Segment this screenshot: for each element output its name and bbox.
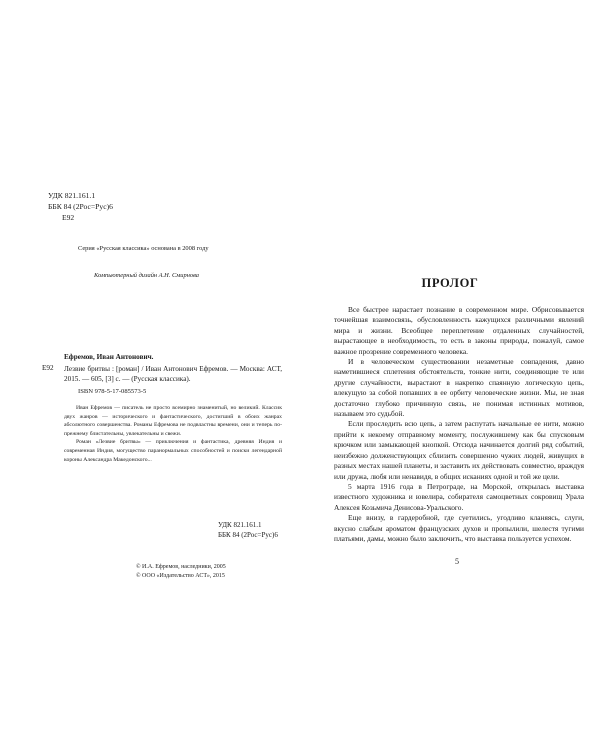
udk-code: УДК 821.161.1 <box>218 521 262 529</box>
bbk-code: ББК 84 (2Рос=Рус)6 <box>218 531 278 539</box>
annotation <box>64 404 282 464</box>
udk-top-block <box>48 190 113 223</box>
annotation-paragraph: Иван Ефремов — писатель не просто всемирно знаменитый, но великий. Классик двух жанров — исторического и фантастического, достигший в обоих жанрах абсолютного совершенства. Романы Ефремова не подвластны времени, они и теперь по-прежнему блистательны, увлекательны и свежи. <box>64 405 282 437</box>
paragraph: Еще внизу, в гардеробной, где суетились, угодливо кланяясь, слуги, вкусно слабым ароматом французских духов и пропылили, шелестя тугими платьями, дамы, можно было заключить, что выставка пользуется успехом. <box>334 513 584 543</box>
copyright-line: © И.А. Ефремов, наследники, 2005 <box>136 564 226 570</box>
annotation-paragraph: Роман «Лезвие бритвы» — приключения и фантастика, древняя Индия и современная Индия, могущество паранормальных способностей и поиски легендарной короны Александра Македонского... <box>64 439 282 463</box>
catalog-author: Ефремов, Иван Антонович. <box>64 353 154 361</box>
author-mark: Е92 <box>62 213 75 222</box>
copyright-line: © ООО «Издательство АСТ», 2015 <box>136 573 225 579</box>
paragraph: Все быстрее нарастает познание в современном мире. Обрисовывается точнейшая взаимосвязь, обусловленность кажущихся различными явлений мира и жизни. Всеобщее переплетение отдаленных случайностей, вырастающее в необходимость, то есть в законы природы, пожалуй, самое важное прозрение современного человека. <box>334 305 584 356</box>
paragraph: Если проследить всю цепь, а затем распутать начальные ее нити, можно прийти к некоему отправному моменту, послужившему как бы спусковым крючком или замыкающей кнопкой. Отсюда начинается долгий ряд событий, неизбежно долженствующих сблизить совершенно чужих людей, живущих в разных местах нашей планеты, и заставить их действовать совместно, враждуя или дружа, любя или ненавидя, в общих исканиях одной и той же цели. <box>334 419 584 481</box>
chapter-text <box>334 305 584 544</box>
right-page <box>300 0 600 750</box>
catalog-description: Лезвие бритвы : [роман] / Иван Антонович Ефремов. — Москва: АСТ, 2015. — 605, [3] с. — (Русская классика). <box>64 365 282 383</box>
isbn: ISBN 978-5-17-085573-5 <box>78 388 147 395</box>
paragraph: И в человеческом существовании незаметные совпадения, давно наметившиеся сплетения обстоятельств, тонкие нити, соединяющие те или другие случайности, вырастают в накрепко спаянную логическую цепь, влекущую за собой попавших в ее орбиту человеческие жизни. Мы, не зная достаточно глубоко причинную связь, не понимая истинных мотивов, называем это судьбой. <box>334 357 584 419</box>
series-note: Серия «Русская классика» основана в 2008 году <box>78 245 209 252</box>
bbk-code: ББК 84 (2Рос=Рус)6 <box>48 202 113 211</box>
udk-bottom-block <box>218 520 278 540</box>
paragraph: 5 марта 1916 года в Петрограде, на Морской, открылась выставка известного художника и ювелира, собирателя самоцветных сокровищ Урала Алексея Козьмича Денисова-Уральского. <box>334 481 584 512</box>
udk-code: УДК 821.161.1 <box>48 191 96 200</box>
design-credit: Компьютерный дизайн А.Н. Смирнова <box>94 272 199 279</box>
copyright-block <box>136 563 226 581</box>
page-number: 5 <box>455 557 459 566</box>
catalog-code: Е92 <box>42 364 54 372</box>
chapter-title: ПРОЛОГ <box>421 276 479 290</box>
